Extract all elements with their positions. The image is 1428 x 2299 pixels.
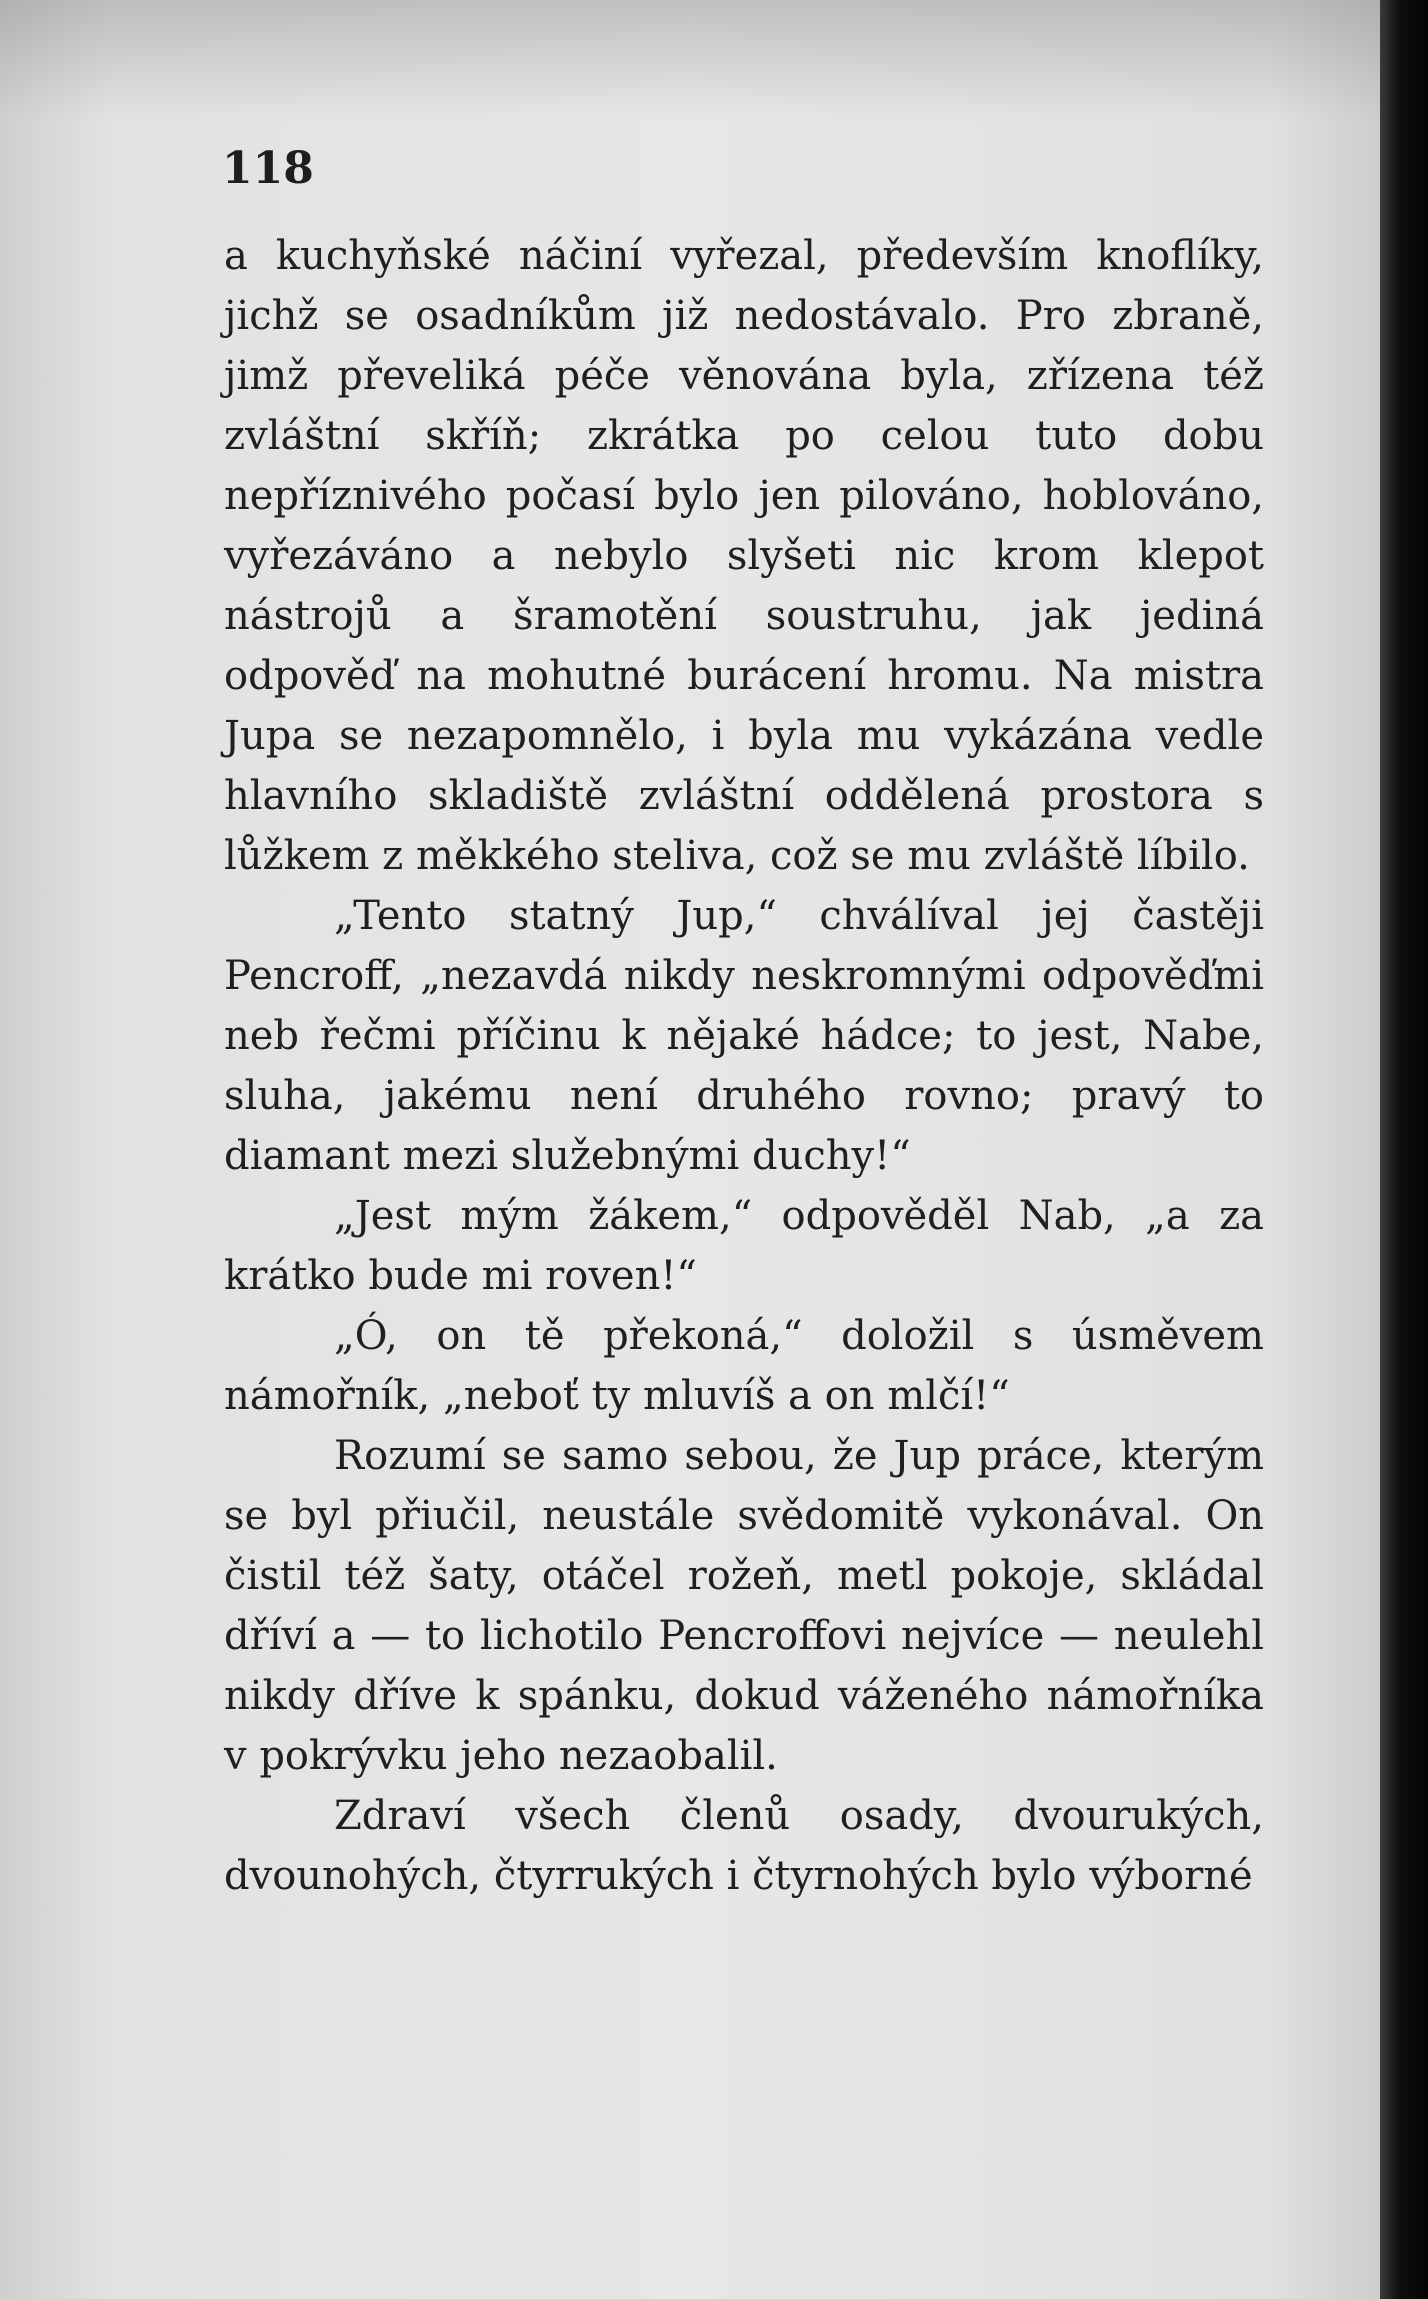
paragraph-3: „Jest mým žákem,“ odpověděl Nab, „a za krátko bude mi roven!“ <box>224 1193 1264 1299</box>
paragraph-5: Rozumí se samo sebou, že Jup práce, kterým se byl přiučil, neustále svědomitě vykonával. On čistil též šaty, otáčel rožeň, metl pokoje, skládal dříví a — to lichotilo Pencroffovi nejvíce — neulehl nikdy dříve k spánku, dokud váženého námořníka v pokrývku jeho nezaobalil. <box>224 1433 1264 1779</box>
body-text <box>224 226 1264 1906</box>
paragraph-4: „Ó, on tě překoná,“ doložil s úsměvem námořník, „neboť ty mluvíš a on mlčí!“ <box>224 1313 1264 1419</box>
page-number: 118 <box>222 143 314 194</box>
paragraph-6: Zdraví všech členů osady, dvourukých, dvounohých, čtyrrukých i čtyrnohých bylo výborné <box>224 1793 1264 1899</box>
paragraph-2: „Tento statný Jup,“ chválíval jej častěji Pencroff, „nezavdá nikdy neskromnými odpověďmi neb řečmi příčinu k nějaké hádce; to jest, Nabe, sluha, jakému není druhého rovno; pravý to diamant mezi služebnými duchy!“ <box>224 893 1264 1179</box>
book-gutter <box>1380 0 1428 2299</box>
paragraph-1: a kuchyňské náčiní vyřezal, především knoflíky, jichž se osadníkům již nedostávalo. Pro zbraně, jimž převeliká péče věnována byla, zřízena též zvláštní skříň; zkrátka po celou tuto dobu nepříznivého počasí bylo jen pilováno, hoblováno, vyřezáváno a nebylo slyšeti nic krom klepot nástrojů a šramotění soustruhu, jak jediná odpověď na mohutné burácení hromu. Na mistra Jupa se nezapomnělo, i byla mu vykázána vedle hlavního skladiště zvláštní oddělená prostora s lůžkem z měkkého steliva, což se mu zvláště líbilo. <box>224 233 1264 879</box>
